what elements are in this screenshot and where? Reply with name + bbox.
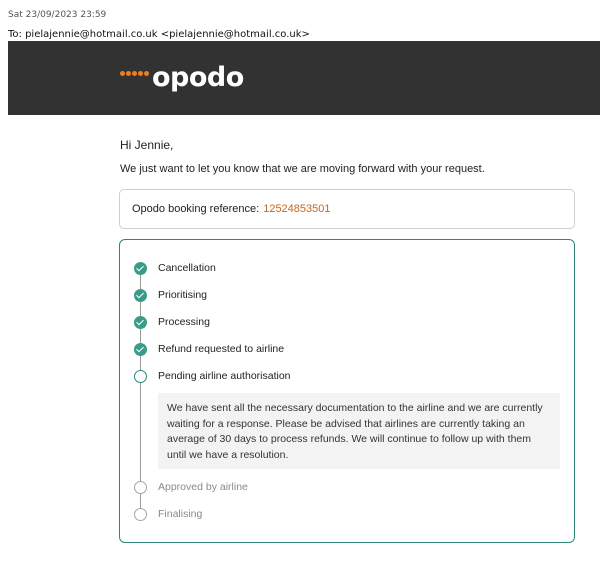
check-circle-icon [134, 262, 147, 275]
step-approved-by-airline [134, 479, 248, 495]
step-finalising [134, 506, 202, 522]
step-pending-authorisation [134, 368, 291, 384]
empty-circle-icon [134, 508, 147, 521]
logo-dots-icon [120, 71, 149, 76]
empty-circle-icon [134, 481, 147, 494]
step-prioritising [134, 287, 207, 303]
email-recipient: To: pielajennie@hotmail.co.uk <pielajennie@hotmail.co.uk> [8, 29, 310, 40]
step-refund-requested [134, 341, 284, 357]
pending-status-note: We have sent all the necessary documentation to the airline and we are currently waiting for a response. Please be advised that airlines are currently taking an average of 30 days to process refunds. We will continue to follow up with them until we have a resolution. [158, 393, 560, 469]
email-date: Sat 23/09/2023 23:59 [8, 10, 107, 20]
logo-wordmark: opodo [152, 61, 244, 93]
check-circle-icon [134, 343, 147, 356]
step-processing [134, 314, 210, 330]
step-label: Pending airline authorisation [158, 370, 291, 382]
step-label: Processing [158, 316, 210, 328]
refund-progress-tracker [119, 239, 575, 543]
step-label: Approved by airline [158, 481, 248, 493]
check-circle-icon [134, 289, 147, 302]
check-circle-icon [134, 316, 147, 329]
step-label: Cancellation [158, 262, 216, 274]
intro-text: We just want to let you know that we are moving forward with your request. [120, 163, 485, 175]
step-cancellation [134, 260, 216, 276]
empty-circle-icon [134, 370, 147, 383]
step-label: Refund requested to airline [158, 343, 285, 355]
greeting-text: Hi Jennie, [120, 138, 174, 152]
opodo-banner [8, 41, 600, 115]
opodo-logo[interactable] [120, 57, 244, 97]
booking-reference-box [119, 189, 575, 229]
step-label: Prioritising [158, 289, 208, 301]
email-header [8, 4, 596, 42]
booking-reference-value[interactable]: 12524853501 [263, 203, 331, 215]
booking-reference-label: Opodo booking reference: [132, 203, 260, 215]
step-label: Finalising [158, 508, 203, 520]
